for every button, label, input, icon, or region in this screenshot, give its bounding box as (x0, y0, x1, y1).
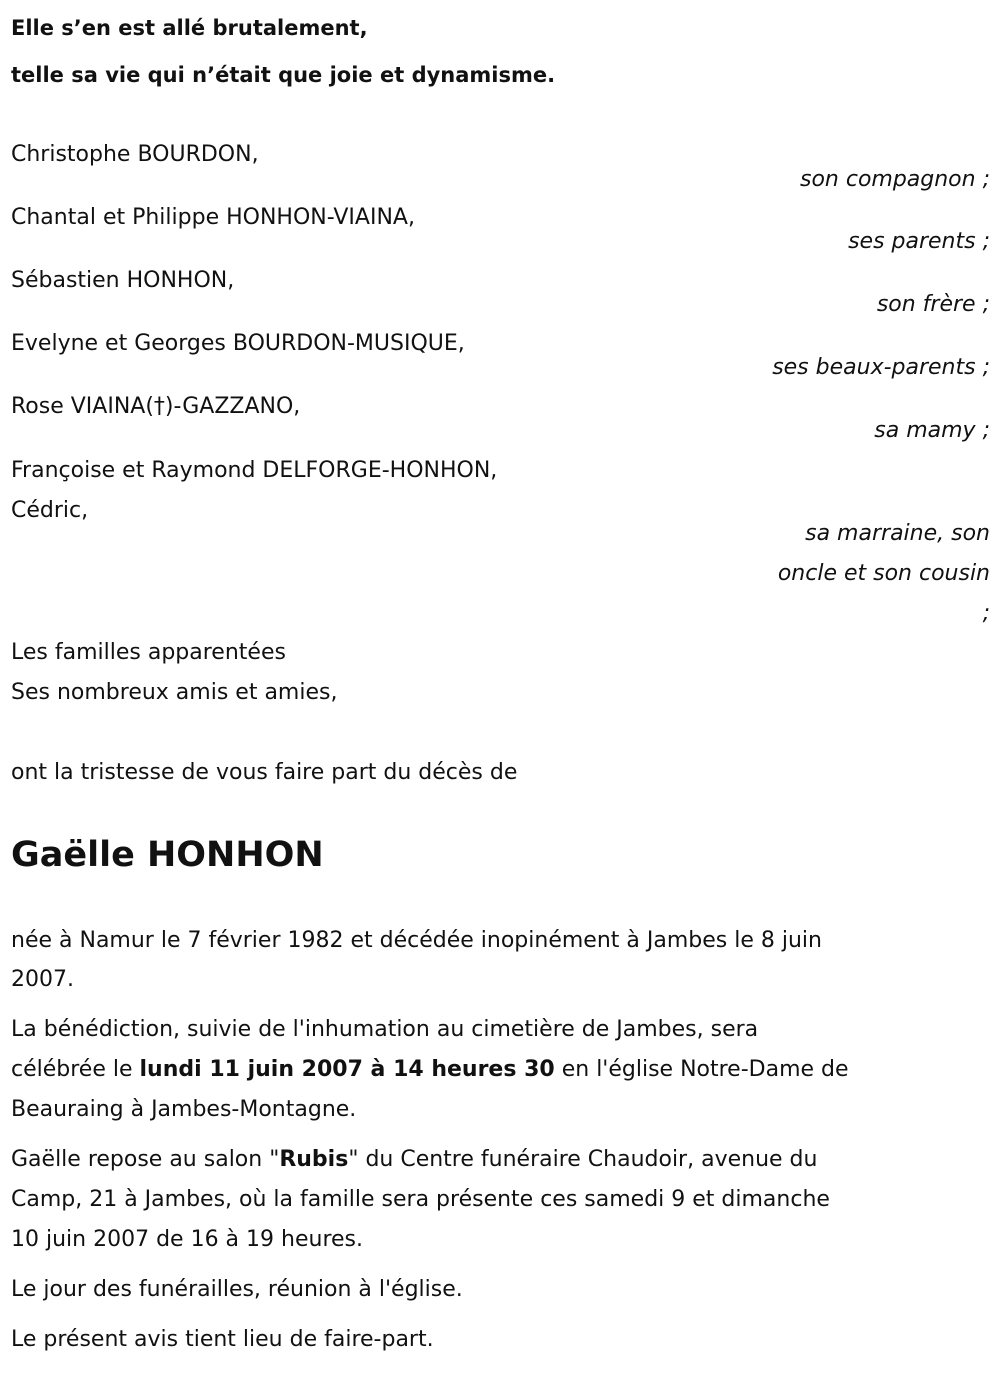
family-relation: sa marraine, son (805, 521, 990, 546)
family-name: Rose VIAINA(†)-GAZZANO, (11, 394, 301, 419)
family-relation: ses parents ; (848, 229, 990, 254)
deceased-name: Gaëlle HONHON (11, 835, 324, 875)
family-relation: son frère ; (876, 292, 990, 317)
ceremony-line: Beauraing à Jambes-Montagne. (11, 1097, 357, 1122)
salon-name: Rubis (279, 1147, 349, 1172)
epigraph-line: Elle s’en est allé brutalement, (11, 16, 368, 40)
family-name: Françoise et Raymond DELFORGE-HONHON, (11, 458, 498, 483)
family-relation: sa mamy ; (874, 418, 990, 443)
announcement: ont la tristesse de vous faire part du décès de (11, 760, 518, 785)
notice-line: Le présent avis tient lieu de faire-part. (11, 1327, 434, 1352)
family-name: Chantal et Philippe HONHON-VIAINA, (11, 205, 415, 230)
family-name: Sébastien HONHON, (11, 268, 235, 293)
text: célébrée le (11, 1057, 140, 1082)
meeting-line: Le jour des funérailles, réunion à l'église. (11, 1277, 463, 1302)
family-relation: ses beaux-parents ; (772, 355, 990, 380)
viewing-line (11, 1146, 817, 1174)
viewing-line: Camp, 21 à Jambes, où la famille sera présente ces samedi 9 et dimanche (11, 1187, 830, 1212)
text: Gaëlle repose au salon " (11, 1147, 280, 1172)
text: " du Centre funéraire Chaudoir, avenue du (348, 1147, 818, 1172)
family-name: Evelyne et Georges BOURDON-MUSIQUE, (11, 331, 465, 356)
family-name: Christophe BOURDON, (11, 142, 259, 167)
family-relation: ; (982, 601, 990, 626)
birth-line: née à Namur le 7 février 1982 et décédée inopinément à Jambes le 8 juin (11, 928, 822, 953)
epigraph-line: telle sa vie qui n’était que joie et dynamisme. (11, 63, 556, 87)
others-line: Les familles apparentées (11, 640, 286, 665)
family-relation: oncle et son cousin (777, 561, 990, 586)
birth-line: 2007. (11, 967, 74, 992)
family-relation: son compagnon ; (799, 167, 990, 192)
others-line: Ses nombreux amis et amies, (11, 680, 338, 705)
ceremony-line: La bénédiction, suivie de l'inhumation au cimetière de Jambes, sera (11, 1017, 759, 1042)
ceremony-date: lundi 11 juin 2007 à 14 heures 30 (139, 1057, 555, 1082)
ceremony-line (11, 1056, 849, 1084)
family-name: Cédric, (11, 498, 89, 523)
text: en l'église Notre-Dame de (554, 1057, 849, 1082)
viewing-line: 10 juin 2007 de 16 à 19 heures. (11, 1227, 363, 1252)
